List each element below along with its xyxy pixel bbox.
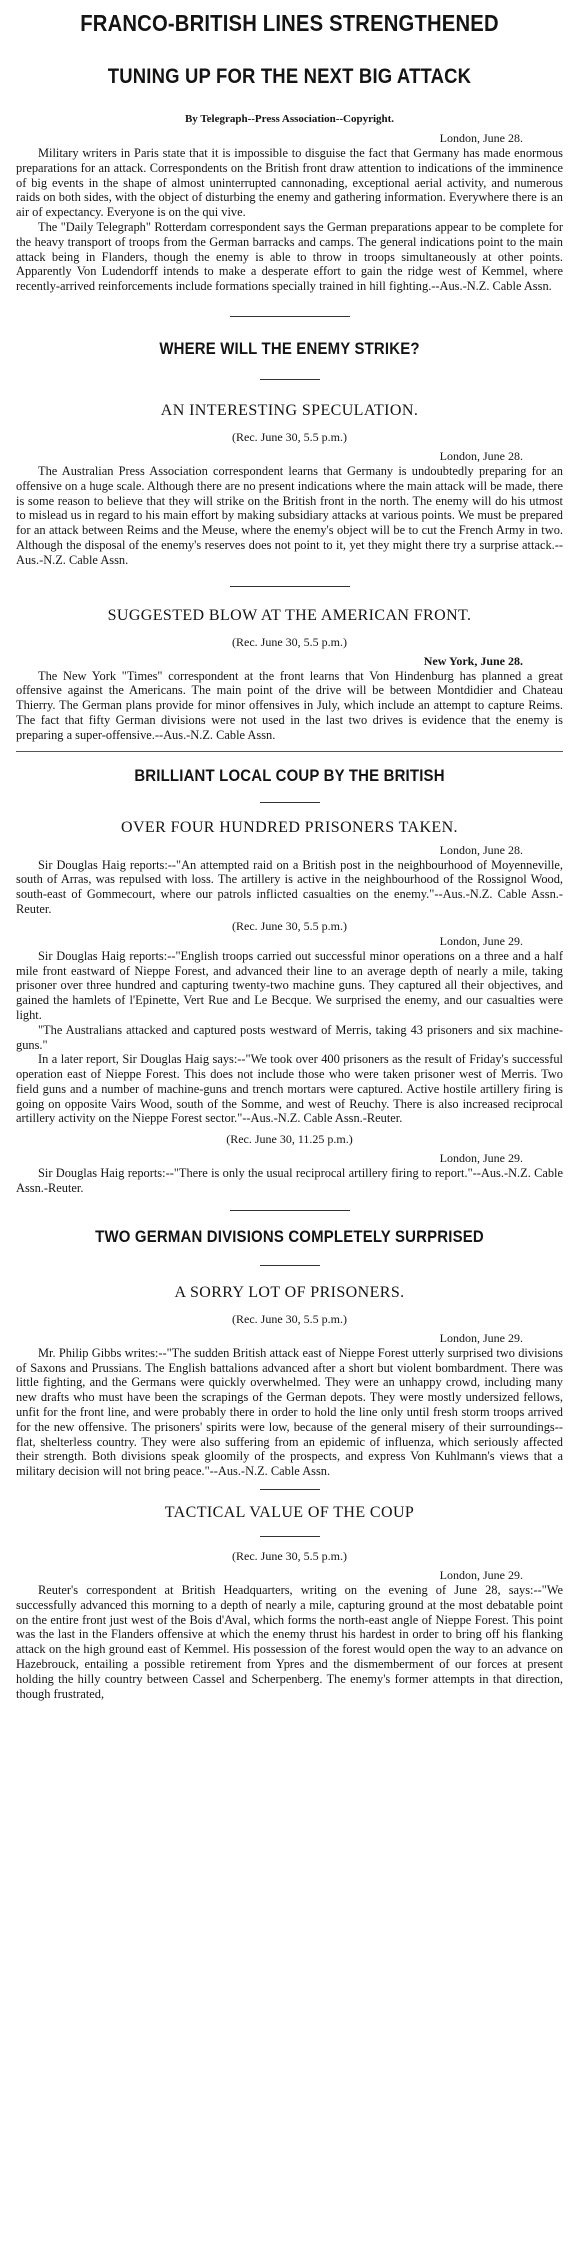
- main-headline: FRANCO-BRITISH LINES STRENGTHENED: [80, 10, 499, 36]
- received-line: (Rec. June 30, 5.5 p.m.): [232, 1549, 347, 1564]
- paragraph: Military writers in Paris state that it is impossible to disguise the fact that Germany has made enormous preparations for an attack. Correspondents on the British front draw attention to indications of the imminence of big events in the shape of almost uninterrupted cannonading, exceptional aerial activity, and numerous raids on both sides, with the object of disturbing the enemy and gathering information. Everywhere there is an air of expectancy. Everyone is on the qui vive.: [16, 146, 563, 220]
- headline-two-german-divisions: TWO GERMAN DIVISIONS COMPLETELY SURPRISED: [95, 1226, 484, 1246]
- paragraph: Sir Douglas Haig reports:--"English troops carried out successful minor operations on a three and a half mile front eastward of Nieppe Forest, and advanced their line to an average depth of nearly a mile, taking prisoner over three hundred and capturing twenty-two machine guns. They captured all their objectives, and gained the hamlets of l'Epinette, Vert Rue and Le Becque. We surprised the enemy, and our casualties were light.: [16, 948, 563, 1022]
- divider: [260, 1489, 320, 1490]
- article-local-coup: [16, 766, 563, 1196]
- article-american-front: [16, 607, 563, 743]
- dateline: New York, June 28.: [423, 653, 523, 668]
- divider: [260, 379, 320, 380]
- paragraph: The Australian Press Association correspondent learns that Germany is undoubtedly preparing for an offensive on a huge scale. Although there are no present indications where the main attack will be made, there is some reason to believe that they will strike on the British front in the north. The enemy will do his utmost to mislead us in regard to his main effort by making subsidiary attacks at various points. We must be prepared for an attack between Reims and the Meuse, where the enemy's object will be to cut the French Army in two. Although the disposal of the enemy's reserves does not point to it, yet they might there try a surprise attack.--Aus.-N.Z. Cable Assn.: [16, 463, 563, 567]
- paragraph: Mr. Philip Gibbs writes:--"The sudden British attack east of Nieppe Forest utterly surprised two divisions of Saxons and Prussians. The English battalions advanced after a short but violent bombardment. There was little fighting, and the Germans were quickly overwhelmed. They were an unhappy crowd, including many new drafts who must have been the scrapings of the German depots. They were mostly undersized fellows, unfit for the front line, and were probably there in order to hold the line only until fresh storm troops arrived for the new offensive. The prisoners' spirits were low, because of the general misery of their surroundings--flat, shelterless country. They were also suffering from an epidemic of influenza, which seriously affected their strength. Both divisions speak gloomily of the prospects, and express Von Kuhlmann's views that a military decision will not bring peace."--Aus.-N.Z. Cable Assn.: [16, 1345, 563, 1479]
- dateline: London, June 29.: [439, 1568, 523, 1583]
- received-line: (Rec. June 30, 11.25 p.m.): [226, 1132, 353, 1147]
- paragraph: Sir Douglas Haig reports:--"There is only the usual reciprocal artillery firing to report."--Aus.-N.Z. Cable Assn.-Reuter.: [16, 1166, 563, 1196]
- subhead-sorry-lot: A SORRY LOT OF PRISONERS.: [174, 1283, 405, 1301]
- dateline: London, June 29.: [439, 1151, 523, 1166]
- byline: By Telegraph--Press Association--Copyright.: [184, 113, 395, 125]
- received-line: (Rec. June 30, 5.5 p.m.): [232, 634, 347, 649]
- divider: [230, 586, 350, 587]
- dateline: London, June 29.: [439, 1330, 523, 1345]
- received-line: (Rec. June 30, 5.5 p.m.): [232, 429, 347, 444]
- received-line: (Rec. June 30, 5.5 p.m.): [232, 918, 347, 933]
- subhead-interesting-speculation: AN INTERESTING SPECULATION.: [160, 401, 419, 419]
- paragraph: The New York "Times" correspondent at the front learns that Von Hindenburg has planned a great offensive against the Americans. The main point of the drive will be between Montdidier and Chateau Thierry. The German plans provide for minor offensives in July, which include an attempt to capture Reims. The fact that fifty German divisions were not used in the last two drives is evidence that the enemy is preparing a super-offensive.--Aus.-N.Z. Cable Assn.: [16, 668, 563, 742]
- article-tuning-up: [16, 65, 563, 294]
- divider: [260, 1265, 320, 1266]
- divider: [260, 802, 320, 803]
- paragraph: In a later report, Sir Douglas Haig says:--"We took over 400 prisoners as the result of Friday's successful operation east of Nieppe Forest. This does not include those who were taken prisoner west of Merris. Two field guns and a number of machine-guns and trench mortars were captured. Active hostile artillery firing is going on opposite Vairs Wood, south of the Somme, and west of Reuchy. There is also increased reciprocal artillery activity on the Nieppe Forest sector."--Aus.-N.Z. Cable Assn.-Reuter.: [16, 1052, 563, 1126]
- dateline: London, June 28.: [439, 842, 523, 857]
- subhead-american-front: SUGGESTED BLOW AT THE AMERICAN FRONT.: [107, 606, 472, 624]
- article-german-divisions: [16, 1227, 563, 1479]
- divider: [230, 1210, 350, 1211]
- dateline: London, June 28.: [439, 131, 523, 145]
- dateline: London, June 29.: [439, 933, 523, 948]
- divider: [230, 316, 350, 317]
- divider: [16, 751, 563, 752]
- divider: [260, 1536, 320, 1537]
- headline-brilliant-local-coup: BRILLIANT LOCAL COUP BY THE BRITISH: [134, 765, 445, 785]
- headline-where-will-enemy-strike: WHERE WILL THE ENEMY STRIKE?: [159, 338, 420, 358]
- paragraph: "The Australians attacked and captured posts westward of Merris, taking 43 prisoners and six machine-guns.": [16, 1022, 563, 1052]
- paragraph: The "Daily Telegraph" Rotterdam correspondent says the German preparations appear to be complete for the heavy transport of troops from the German barracks and camps. The general indications point to the main attack being in Flanders, though the enemy is able to throw in troops simultaneously at other points. Apparently Von Ludendorff intends to make a desperate effort to gain the ridge west of Kemmel, where recently-arrived reinforcements include formations specially trained in hill fighting.--Aus.-N.Z. Cable Assn.: [16, 219, 563, 294]
- article-enemy-strike: [16, 339, 563, 568]
- paragraph: Sir Douglas Haig reports:--"An attempted raid on a British post in the neighbourhood of Moyenneville, south of Arras, was repulsed with loss. The artillery is active in the neighbourhood of the Rossignol Wood, south-east of Gommecourt, where our patrols inflicted casualties on the enemy."--Aus.-N.Z. Cable Assn.-Reuter.: [16, 857, 563, 916]
- headline-tuning-up: TUNING UP FOR THE NEXT BIG ATTACK: [107, 65, 472, 88]
- article-tactical-value: [16, 1504, 563, 1701]
- subhead-tactical-value: TACTICAL VALUE OF THE COUP: [164, 1504, 415, 1522]
- subhead-four-hundred-prisoners: OVER FOUR HUNDRED PRISONERS TAKEN.: [121, 818, 458, 836]
- dateline: London, June 28.: [439, 448, 523, 463]
- paragraph: Reuter's correspondent at British Headquarters, writing on the evening of June 28, says:--"We successfully advanced this morning to a depth of nearly a mile, capturing ground at the most debatable point on the entire front just west of the Bois d'Aval, which forms the north-east angle of Nieppe Forest. This point was the last in the Flanders offensive at which the enemy thrust his hardest in order to bring off his flanking attack on the high ground east of Kemmel. His possession of the forest would open the way to an advance on Hazebrouck, entailing a possible retirement from Ypres and the dismemberment of our forces at present holding the hilly country between Cassel and Scherpenberg. The enemy's former attempts in that direction, though frustrated,: [16, 1583, 563, 1701]
- received-line: (Rec. June 30, 5.5 p.m.): [232, 1311, 347, 1326]
